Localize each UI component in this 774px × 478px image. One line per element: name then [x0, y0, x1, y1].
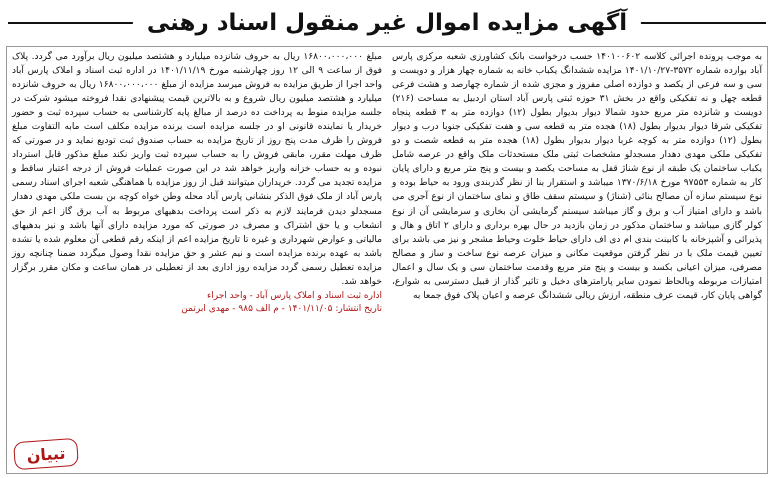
publisher-logo-text: تبیان [26, 443, 66, 465]
right-column [392, 50, 762, 472]
right-column-text: به موجب پرونده اجرائی کلاسه ۱۴۰۱۰۰۶۰۲ حسب درخواست بانک کشاورزی شعبه مرکزی پارس آباد بوارده شماره ۳۵۷۲-۱۴۰۱/۱۰/۲۷ مزایده ششدانگ یکباب خانه به شماره چهار هزار و دویست و سی و سه فرعی از یکصد و دوازده اصلی مفروز و مجزی شده از شماره چهارصد و هشت فرعی قطعه چهل و نه تفکیکی واقع در بخش ۳۱ حوزه ثبتی پارس آباد استان اردبیل به مساحت (۲۱۶) دویست و شانزده متر مربع حدود شمالا دیوار بدیوار بطول (۱۲) دوازده متر به ۳ قطعه پنجاه تفکیکی شرقا دیوار بدیوار بطول (۱۸) هجده متر به قطعه سی و هفت تفکیکی جنوبا درب و دیوار بطول (۱۲) دوازده متر به کوچه غربا دیوار بدیوار بطول (۱۸) هجده متر به قطعه شصت و دو تفکیکی ملکی مهدی دهدار مسجدلو مشخصات ثبتی ملک مستحدثات ملک واقع در عرصه شامل یکباب ساختمان یک طبقه از نوع شناژ قفل به مساحت یکصد و بیست و پنج متر مربع و دارای پایان کار به شماره ۹۷۵۵۳ مورخ ۱۳۷۰/۶/۱۸ میباشد و استقرار بنا از نظر گذربندی ورود به حیاط بوده و نوع سیستم سازه آن مصالح بنائی (شناژ) و سیستم سقف طاق و نمای ساختمان از نوع آجری می باشد و دارای امتیاز آب و برق و گاز میباشد سیستم گرمایشی آن بخاری و سرمایشی آن از نوع کولر گازی میباشد و ساختمان مذکور در زمان بازدید در حال بهره برداری و دارای ۲ اتاق و هال و پذیرائی و آشپزخانه با کابینت بندی ام دی اف دارای حیاط خلوت وحیاط مشجر و نیز می باشد برای تعیین قیمت ملک با در نظر گرفتن موقعیت مکانی و میزان عرصه نوع ساخت و ساز و مصالح مصرفی، میزان اعیانی بکسد و بیست و پنج متر مربع وقدمت ساختمان سی و یک سال و اعمال امتیازات مربوطه وبالحاظ نمودن سایر پارامترهای دخیل و تاثیر گذار از قبیل دسترسی به شوارع، گواهی پایان کار، قیمت عرف منطقه، ارزش ریالی ششدانگ عرصه و اعیان پلاک فوق جمعا به [392, 52, 763, 301]
publisher-logo [13, 438, 79, 470]
notice-columns [12, 50, 762, 472]
title-bar [8, 3, 766, 43]
signature-block [12, 290, 382, 316]
left-column [12, 50, 382, 472]
signature-date: تاریخ انتشار: ۱۴۰۱/۱۱/۰۵ - م الف ۹۸۵ - مهدی ابرتمن [181, 303, 382, 314]
left-column-text: مبلغ ۱۶۸۰۰،۰۰۰،۰۰۰ ریال به حروف شانزده میلیارد و هشتصد میلیون ریال برآورد می گردد. پلاک فوق از ساعت ۹ الی ۱۲ روز چهارشنبه مورخ ۱۴۰۱/۱۱/۱۹ در اداره ثبت اسناد و املاک پارس آباد واحد اجرا از طریق مزایده به فروش میرسد مزایده از مبلغ ۱۶۸۰۰،۰۰۰،۰۰۰ ریال به حروف شانزده میلیارد و هشتصد میلیون ریال شروع و به بالاترین قیمت پیشنهادی نقدا فروخته میشود شرکت در جلسه مزایده منوط به پرداخت ده درصد از مبالغ پایه کارشناسی به حساب سپرده ثبت و حضور خریدار یا نماینده قانونی او در جلسه مزایده است برنده مزایده مکلف است مابه التفاوت مبلغ فروش را ظرف مدت پنج روز از تاریخ مزایده به حساب صندوق ثبت تودیع نماید و در صورتی که ظرف مهلت مقرر، مابقی فروش را به حساب سپرده ثبت واریز نکند مبلغ مذکور قابل استرداد نبوده و به حساب خزانه واریز خواهد شد در این صورت عملیات فروش از درجه اعتبار ساقط و مزایده تجدید می گردد. خریداران میتوانند قبل از روز مزایده با هماهنگی شعبه اجرای اسناد رسمی پارس آباد از ملک فوق الذکر بنشانی پارس آباد محله وطن خواه کوچه بن بست ملکی مهدی دهدار مسجدلو دیدن فرمایند لازم به ذکر است پرداخت بدهیهای مربوط به آب برق گاز اعم از حق انشعاب و یا حق اشتراک و مصرف در صورتی که مورد مزایده دارای آنها باشد و نیز بدهیهای مالیاتی و عوارض شهرداری و غیره تا تاریخ مزایده اعم از اینکه رقم قطعی آن معلوم شده یا نشده باشد به عهده برنده مزایده است و نیم عشر و حق مزایده نقدا وصول میگردد ضمنا چنانچه روز مزایده تعطیل رسمی گردد مزایده روز اداری بعد از تعطیلی در همان ساعت و مکان مقرر برگزار خواهد شد. [12, 52, 382, 287]
signature-office: اداره ثبت اسناد و املاک پارس آباد - واحد اجراء [207, 290, 382, 301]
notice-title: آگهی مزایده اموال غیر منقول اسناد رهنی [133, 3, 641, 43]
